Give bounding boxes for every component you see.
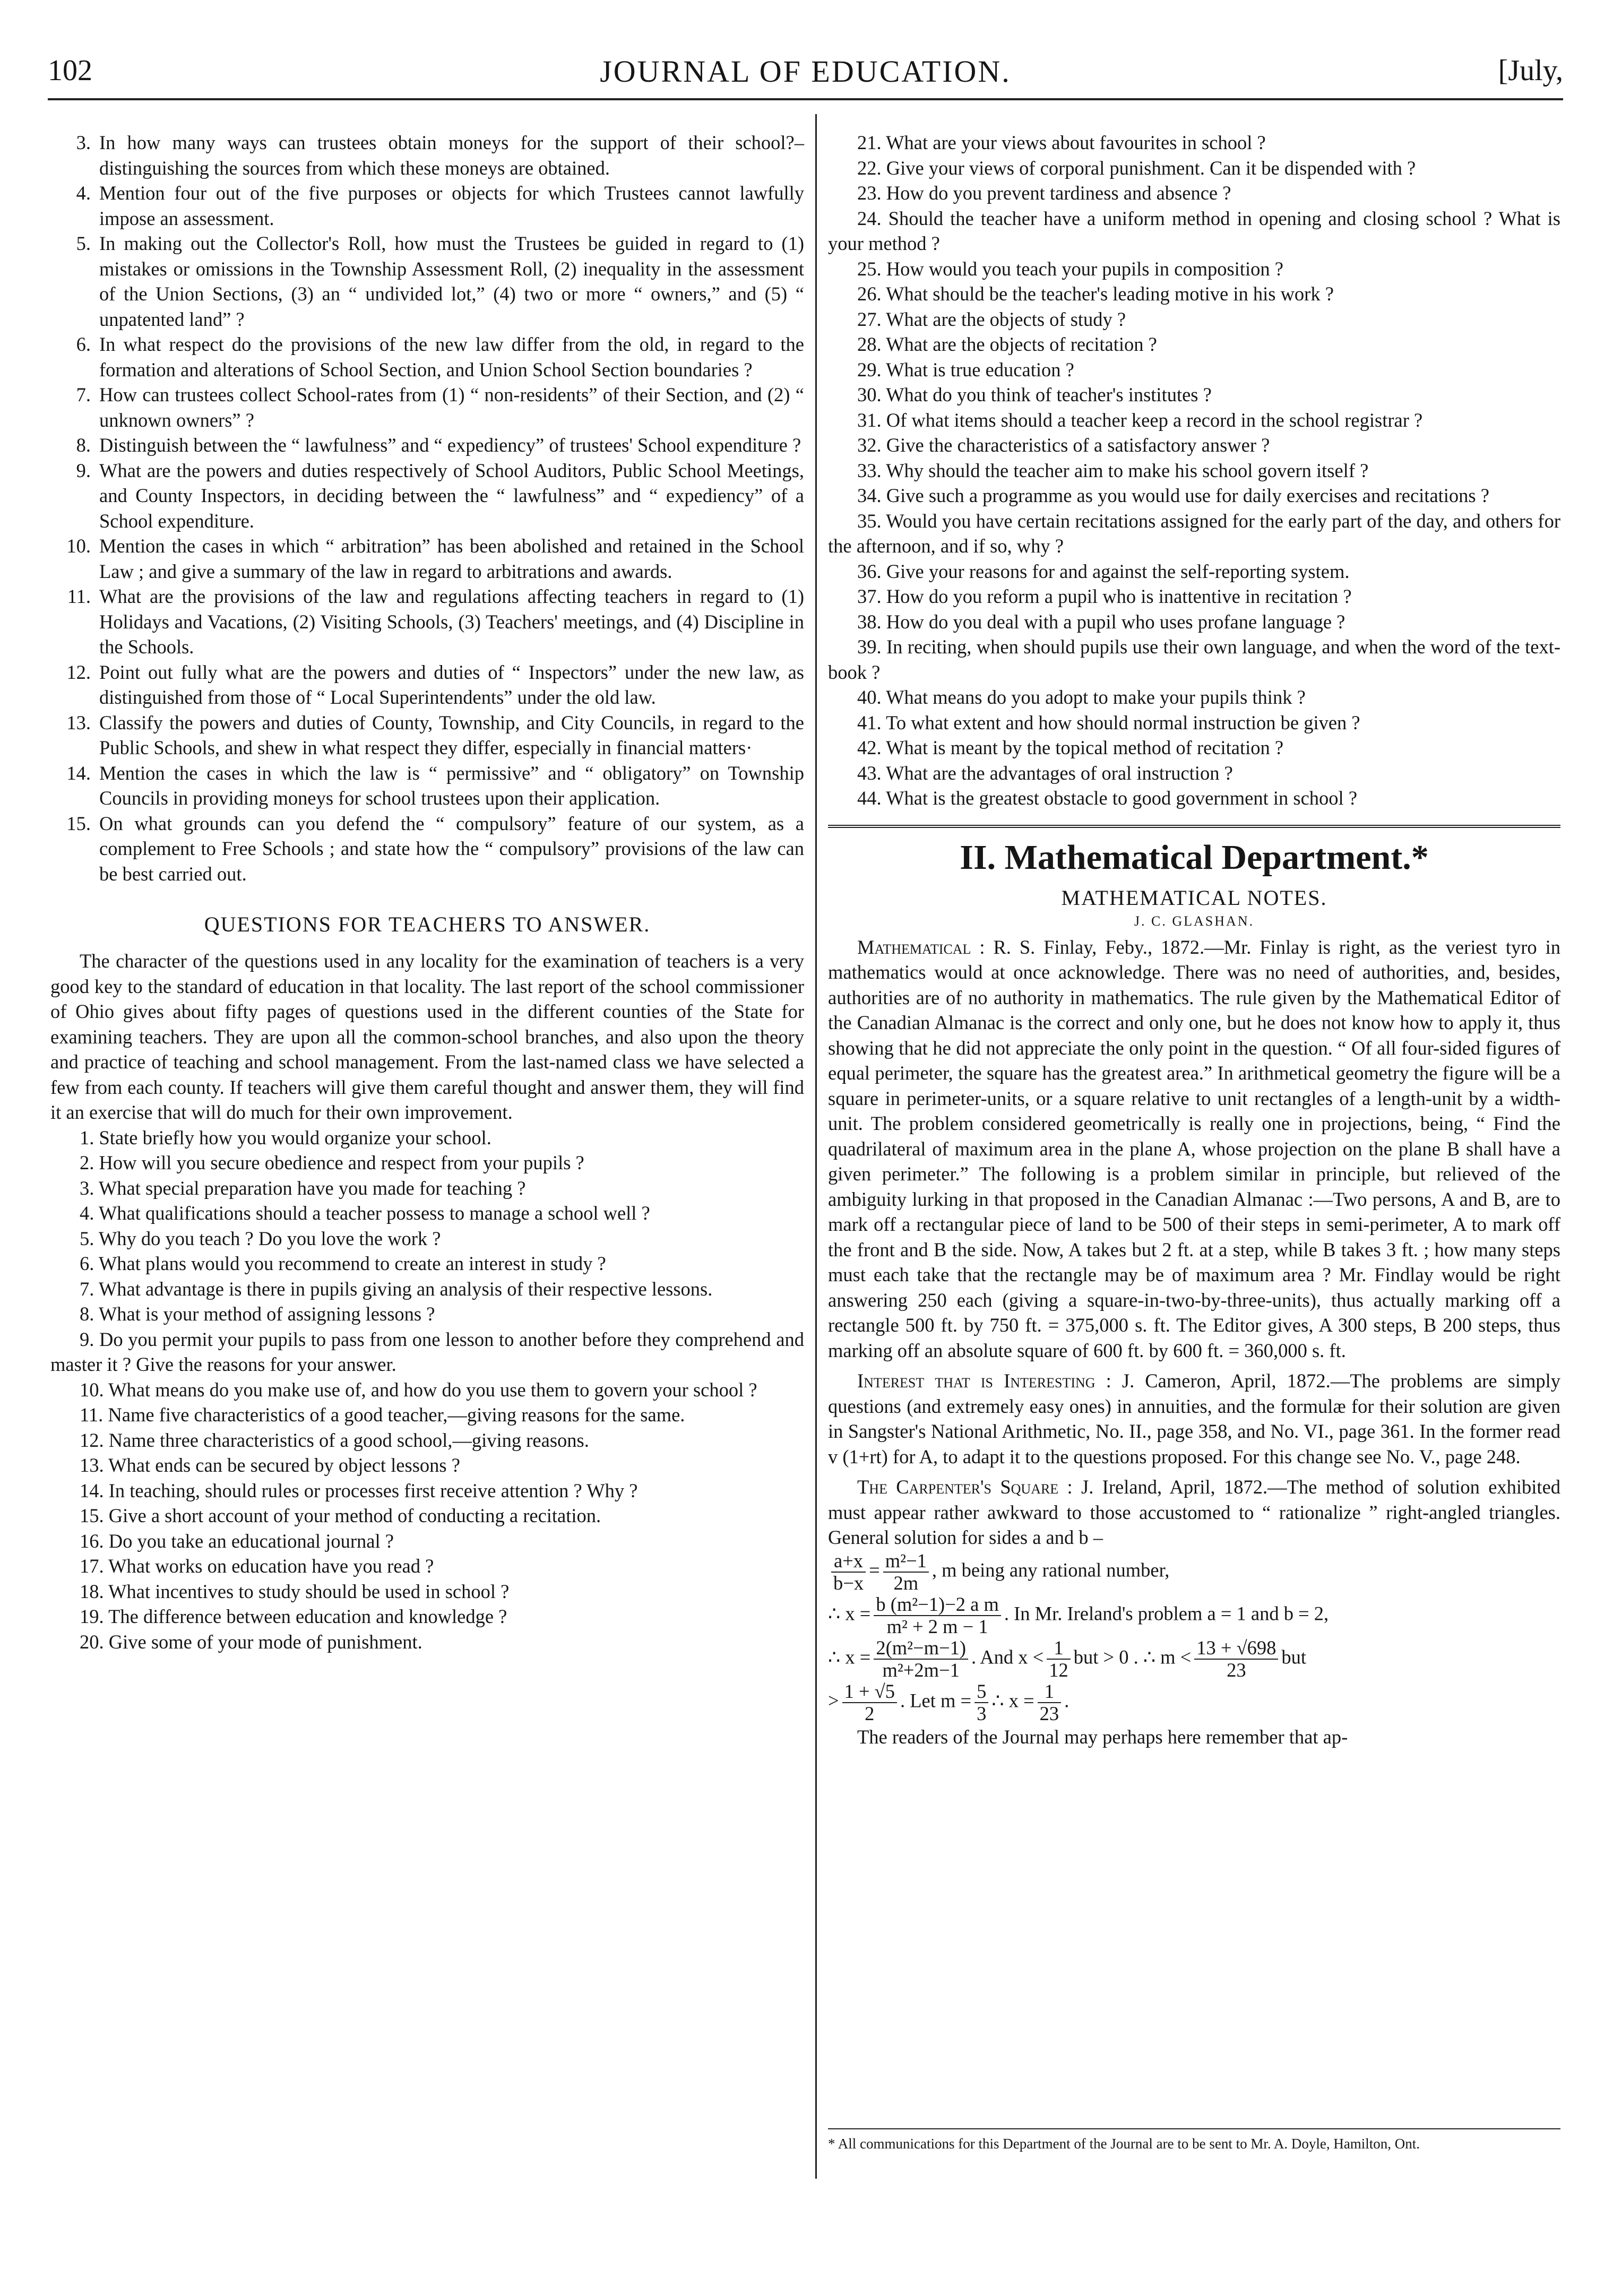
question-item: 11. Name five characteristics of a good teacher,—giving reasons for the same. bbox=[80, 1404, 685, 1426]
question-item: 15. Give a short account of your method of conducting a recitation. bbox=[80, 1505, 601, 1526]
list-item: 8. Distinguish between the “ lawfulness” and “ expediency” of trustees' School expenditure ? bbox=[76, 434, 801, 456]
math-notes-heading: MATHEMATICAL NOTES. bbox=[1061, 885, 1327, 910]
question-item: 10. What means do you make use of, and how do you use them to govern your school ? bbox=[80, 1378, 757, 1401]
question-item: 13. What ends can be secured by object lessons ? bbox=[80, 1454, 460, 1476]
math-note-finlay: Mathematical : R. S. Finlay, Feby., 1872.—Mr. Finlay is right, as the veriest tyro in mathematics would at once acknowledge. There was no need of authorities, and, besides, authorities are of no authority in mathematics. The rule given by the Mathematical Editor of the Canadian Almanac is the correct and only one, but he does not know how to apply it, thus showing that he did not appreciate the only point in the question. “ Of all four-sided figures of equal perimeter, the square has the greatest area.” In arithmetical geometry the figure will be a square in perimeter-units, or a square relative to unit rectangles of a length-unit by a width-unit. The problem considered geometrically is really one in projections, being, “ Find the quadrilateral of maximum area in the plane A, whose projection on the plane B shall have a given perimeter.” The following is a problem similar in principle, but relieved of the ambiguity lurking in that proposed in the Canadian Almanac :—Two persons, A and B, are to mark off a rectangular piece of land to be 500 of their steps in semi-perimeter, A to mark off the front and B the side. Now, A takes but 2 ft. at a step, while B takes 3 ft. ; how many steps must each take that the rectangle may be of maximum area ? Mr. Findlay would be right answering 250 each (giving a square-in-two-by-three-units), thus actually marking off a rectangle 500 ft. by 750 ft. = 375,000 s. ft. The Editor gives, A 300 steps, B 200 steps, thus marking off an absolute square of 600 ft. by 600 ft. = 360,000 s. ft. bbox=[828, 936, 1560, 1361]
list-item: 4. Mention four out of the five purposes or objects for which Trustees cannot lawfully impose an assessment. bbox=[76, 182, 804, 229]
question-item: 1. State briefly how you would organize your school. bbox=[80, 1126, 491, 1149]
question-item: 3. What special preparation have you made for teaching ? bbox=[80, 1177, 526, 1199]
list-item: 13. Classify the powers and duties of County, Township, and City Councils, in regard to the Public Schools, and shew in what respect they differ, especially in financial matters· bbox=[66, 711, 804, 758]
list-item: 11. What are the provisions of the law and regulations affecting teachers in regard to (1) Holidays and Vacations, (2) Visiting Schools, (3) Teachers' meetings, and (4) Discipline in the Schools. bbox=[67, 585, 804, 658]
math-note-interest: Interest that is Interesting : J. Cameron, April, 1872.—The problems are simply questions (and extremely easy ones) in annuities, and the formulæ for their solution are given in Sangster's National Arithmetic, No. II., page 358, and No. VI., page 361. In the former read v (1+rt) for A, to adapt it to the questions proposed. For this change see No. V., page 248. bbox=[828, 1370, 1560, 1468]
question-item: 16. Do you take an educational journal ? bbox=[80, 1530, 394, 1552]
math-department-title: II. Mathematical Department.* bbox=[828, 825, 1560, 878]
question-item: 37. How do you reform a pupil who is inattentive in recitation ? bbox=[857, 585, 1352, 607]
column-rule bbox=[815, 114, 817, 2179]
question-item: 36. Give your reasons for and against the self-reporting system. bbox=[857, 560, 1350, 582]
question-item: 28. What are the objects of recitation ? bbox=[857, 333, 1157, 355]
formula-general-solution: $\frac{a+x}{b-x}$ = $\frac{\text{m²−1}}{2m}$ , m being any rational number, bbox=[828, 1550, 1560, 1594]
question-item: 34. Give such a programme as you would use for daily exercises and recitations ? bbox=[857, 485, 1489, 506]
teacher-questions-right bbox=[828, 130, 1560, 811]
list-item: 12. Point out fully what are the powers and duties of “ Inspectors” under the new law, as distinguished from those of “ Local Superintendents” under the old law. bbox=[66, 661, 804, 708]
question-item: 26. What should be the teacher's leading motive in his work ? bbox=[857, 283, 1334, 305]
question-item: 21. What are your views about favourites in school ? bbox=[857, 132, 1266, 153]
journal-title: JOURNAL OF EDUCATION. bbox=[600, 54, 1011, 89]
question-item: 20. Give some of your mode of punishment. bbox=[80, 1630, 422, 1653]
question-item: 22. Give your views of corporal punishment. Can it be dispended with ? bbox=[857, 157, 1416, 179]
question-item: 14. In teaching, should rules or processes first receive attention ? Why ? bbox=[80, 1479, 638, 1501]
question-item: 17. What works on education have you read ? bbox=[80, 1555, 434, 1577]
formula-x-ireland: ∴ x = $\frac{\text{2(m²−m−1)}}{\text{m²+2m−1}}$ . And x < $\frac{1}{12}$ but > 0 . ∴ m < $\frac{13 + √698}{23}$ but bbox=[828, 1636, 1307, 1681]
question-item: 30. What do you think of teacher's institutes ? bbox=[857, 384, 1212, 405]
list-item: 5. In making out the Collector's Roll, how must the Trustees be guided in regard to (1) mistakes or omissions in the Township Assessment Roll, (2) inequality in the assessment of the Union Sections, (3) an “ undivided lot,” (4) two or more “ owners,” and (5) “ unpatented land” ? bbox=[76, 232, 804, 330]
right-column bbox=[828, 130, 1560, 1749]
page-number: 102 bbox=[48, 54, 92, 87]
question-item: 27. What are the objects of study ? bbox=[857, 308, 1126, 330]
teacher-questions-left bbox=[50, 1125, 804, 1655]
formula-x-result: > $\frac{1 + √5}{2}$ . Let m = $\frac{5}{3}$ ∴ x = $\frac{1}{23}$ . bbox=[828, 1680, 1069, 1724]
list-item: 3. In how many ways can trustees obtain moneys for the support of their school?– distinguishing the sources from which these moneys are obtained. bbox=[76, 132, 804, 179]
left-column bbox=[50, 130, 804, 1654]
list-item: 7. How can trustees collect School-rates from (1) “ non-residents” of their Section, and (2) “ unknown owners” ? bbox=[76, 384, 804, 431]
math-note-carpenter: The Carpenter's Square : J. Ireland, April, 1872.—The method of solution exhibited must appear rather awkward to those accustomed to “ rationalize ” right-angled triangles. General solution for sides a and b – bbox=[828, 1476, 1561, 1548]
question-item: 25. How would you teach your pupils in composition ? bbox=[857, 257, 1283, 280]
school-law-questions bbox=[50, 130, 804, 886]
question-item: 35. Would you have certain recitations assigned for the early part of the day, and others for the afternoon, and if so, why ? bbox=[828, 510, 1560, 557]
question-item: 19. The difference between education and knowledge ? bbox=[80, 1606, 507, 1627]
page-header bbox=[48, 50, 1563, 100]
question-item: 24. Should the teacher have a uniform method in opening and closing school ? What is your method ? bbox=[828, 207, 1560, 254]
question-item: 41. To what extent and how should normal instruction be given ? bbox=[857, 711, 1360, 733]
questions-intro: The character of the questions used in any locality for the examination of teachers is a very good key to the standard of education in that locality. The last report of the school commissioner of Ohio gives about fifty pages of questions used in the different counties of the State for examining teachers. They are upon all the common-school branches, and also upon the theory and practice of teaching and school management. From the last-named class we have selected a few from each county. If teachers will give them careful thought and answer them, they will find it an exercise that will do much for their own improvement. bbox=[50, 950, 804, 1123]
math-notes-author: J. C. GLASHAN. bbox=[1134, 913, 1255, 929]
question-item: 44. What is the greatest obstacle to good government in school ? bbox=[857, 787, 1358, 809]
question-item: 43. What are the advantages of oral instruction ? bbox=[857, 762, 1233, 784]
list-item: 14. Mention the cases in which the law is “ permissive” and “ obligatory” on Township Councils in providing moneys for school trustees upon their application. bbox=[66, 762, 804, 809]
list-item: 9. What are the powers and duties respectively of School Auditors, Public School Meetings, and County Inspectors, in deciding between the “ lawfulness” and “ expediency” of a School expenditure. bbox=[76, 459, 804, 532]
math-note-continuation: The readers of the Journal may perhaps here remember that ap- bbox=[857, 1725, 1348, 1748]
question-item: 23. How do you prevent tardiness and absence ? bbox=[857, 182, 1231, 204]
question-item: 39. In reciting, when should pupils use their own language, and when the word of the text-book ? bbox=[828, 636, 1560, 683]
question-item: 40. What means do you adopt to make your pupils think ? bbox=[857, 686, 1306, 708]
question-item: 31. Of what items should a teacher keep a record in the school registrar ? bbox=[857, 409, 1423, 431]
list-item: 10. Mention the cases in which “ arbitration” has been abolished and retained in the School Law ; and give a summary of the law in regard to arbitrations and awards. bbox=[66, 535, 804, 582]
list-item: 15. On what grounds can you defend the “ compulsory” feature of our system, as a complement to Free Schools ; and state how the “ compulsory” provisions of the law can be best carried out. bbox=[66, 812, 804, 885]
section-heading-questions: QUESTIONS FOR TEACHERS TO ANSWER. bbox=[204, 912, 651, 936]
question-item: 42. What is meant by the topical method of recitation ? bbox=[857, 737, 1284, 758]
question-item: 2. How will you secure obedience and respect from your pupils ? bbox=[80, 1152, 584, 1173]
issue-month: [July, bbox=[1498, 54, 1563, 87]
footnote: * All communications for this Department of the Journal are to be sent to Mr. A. Doyle, Hamilton, Ont. bbox=[828, 2128, 1560, 2153]
question-item: 32. Give the characteristics of a satisfactory answer ? bbox=[857, 434, 1270, 456]
question-item: 5. Why do you teach ? Do you love the work ? bbox=[80, 1227, 441, 1249]
question-item: 8. What is your method of assigning lessons ? bbox=[80, 1303, 435, 1325]
question-item: 12. Name three characteristics of a good school,—giving reasons. bbox=[80, 1429, 589, 1451]
formula-x-general: ∴ x = $\frac{\text{b (m²−1)−2 a m}}{\text{m² + 2 m − 1}}$ . In Mr. Ireland's problem a = 1 and b = 2, bbox=[828, 1593, 1329, 1637]
question-item: 6. What plans would you recommend to create an interest in study ? bbox=[80, 1253, 606, 1274]
question-item: 9. Do you permit your pupils to pass from one lesson to another before they comprehend and master it ? Give the reasons for your answer. bbox=[50, 1328, 804, 1375]
question-item: 4. What qualifications should a teacher possess to manage a school well ? bbox=[80, 1202, 650, 1224]
question-item: 29. What is true education ? bbox=[857, 358, 1074, 381]
question-item: 33. Why should the teacher aim to make his school govern itself ? bbox=[857, 459, 1369, 481]
question-item: 7. What advantage is there in pupils giving an analysis of their respective lessons. bbox=[80, 1278, 713, 1300]
list-item: 6. In what respect do the provisions of the new law differ from the old, in regard to the formation and alterations of School Section, and Union School Section boundaries ? bbox=[76, 333, 804, 381]
question-item: 18. What incentives to study should be used in school ? bbox=[80, 1580, 510, 1602]
question-item: 38. How do you deal with a pupil who uses profane language ? bbox=[857, 610, 1345, 633]
